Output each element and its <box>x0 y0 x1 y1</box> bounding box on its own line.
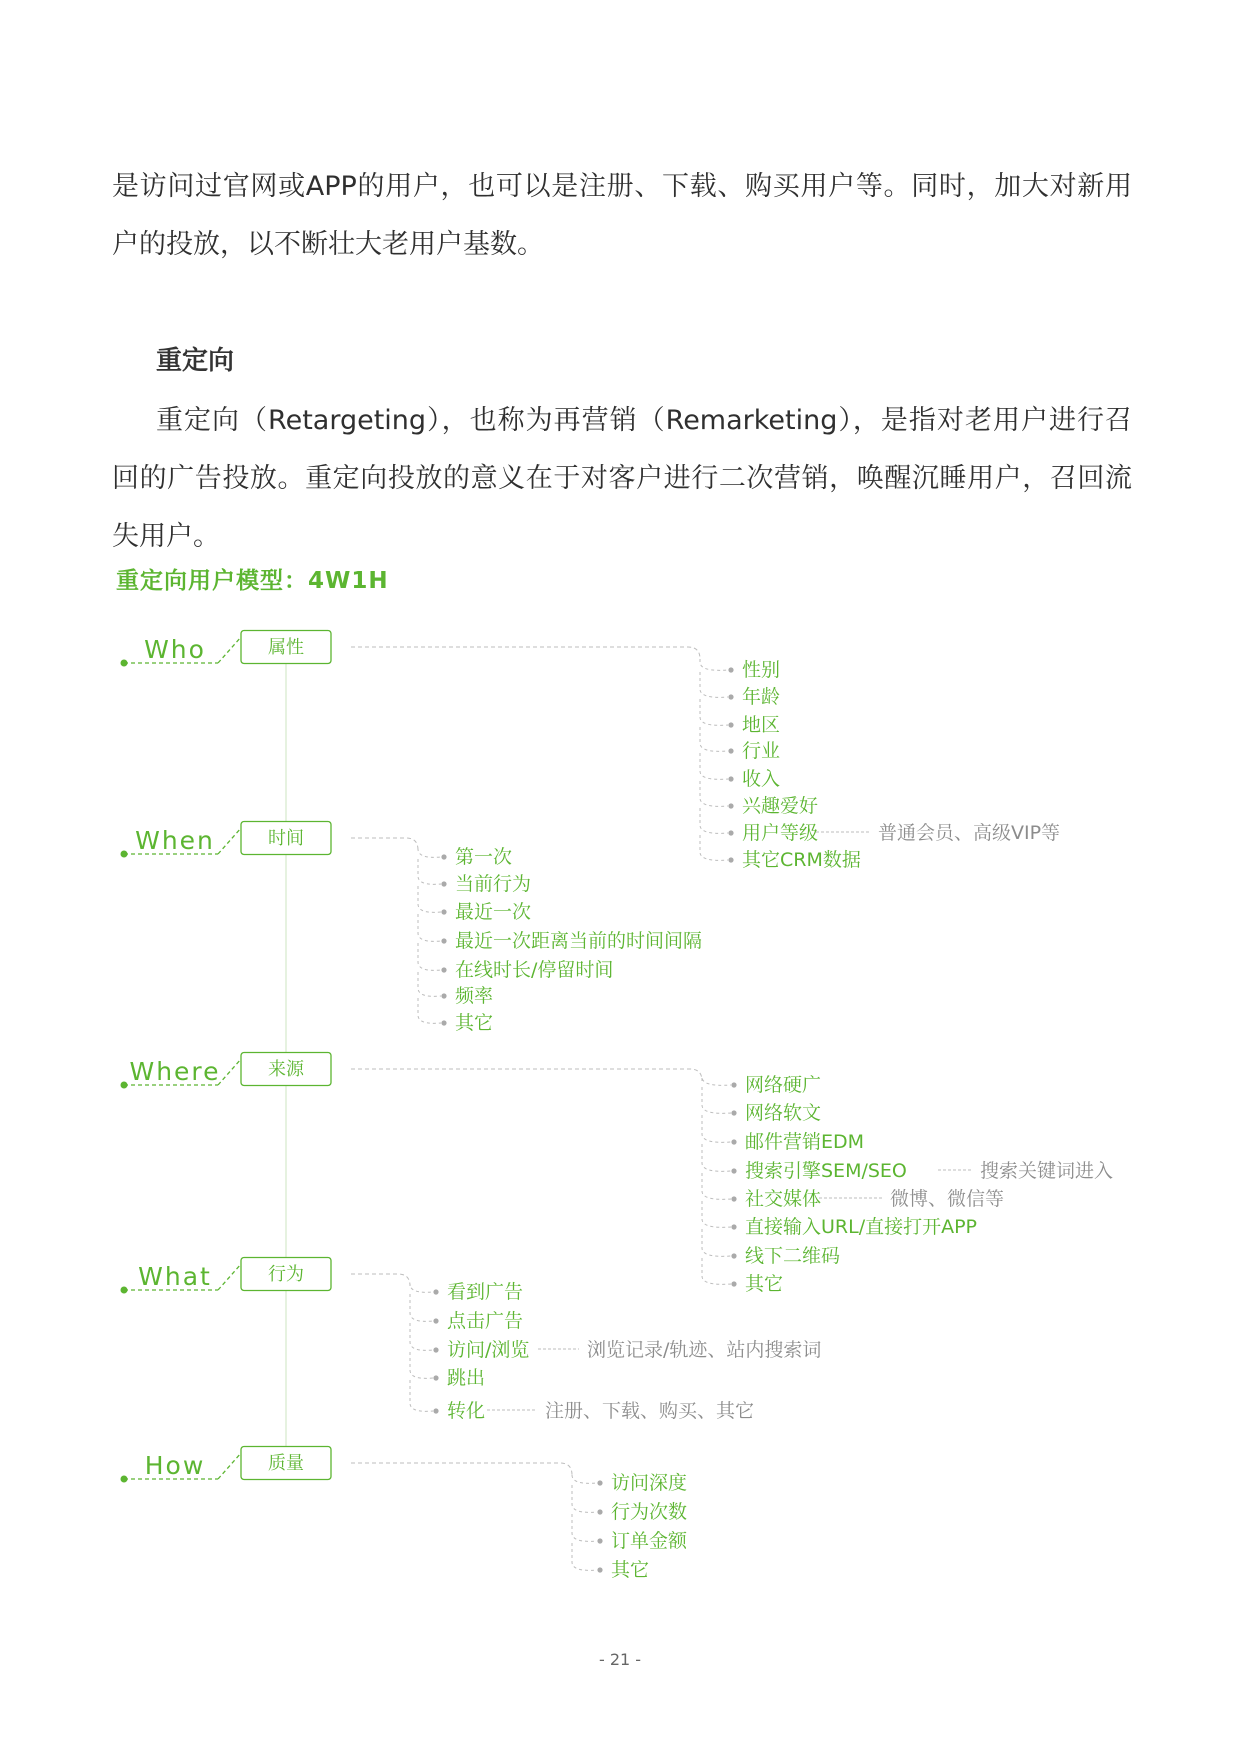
item-bullet <box>731 1082 736 1087</box>
item-bullet <box>441 881 446 886</box>
branch-curve <box>418 943 441 970</box>
list-item: 收入 <box>742 768 781 790</box>
list-item: 转化 <box>447 1400 486 1422</box>
item-bullet <box>433 1318 438 1323</box>
branch-curve <box>700 781 728 806</box>
who-connector <box>218 637 241 663</box>
list-item: 行为次数 <box>611 1501 688 1523</box>
branch-curve <box>418 998 441 1023</box>
branch-curve <box>410 1284 433 1292</box>
where-leader <box>351 1069 702 1081</box>
branch-curve <box>700 835 728 860</box>
item-bullet <box>728 830 733 835</box>
list-item: 其它 <box>455 1012 494 1034</box>
list-item: 其它 <box>745 1273 784 1295</box>
branch-curve <box>410 1352 433 1378</box>
branch-curve <box>702 1144 731 1171</box>
list-item: 跳出 <box>447 1367 486 1389</box>
who-leader <box>351 647 700 659</box>
list-item: 第一次 <box>455 846 513 868</box>
item-bullet <box>441 967 446 972</box>
list-item: 邮件营销EDM <box>745 1131 865 1153</box>
where-connector <box>218 1059 241 1085</box>
who-label: Who <box>144 635 206 664</box>
branch-curve <box>700 727 728 751</box>
item-note: 注册、下载、购买、其它 <box>545 1400 755 1422</box>
list-item: 最近一次距离当前的时间间隔 <box>455 930 703 952</box>
item-bullet <box>731 1281 736 1286</box>
item-bullet <box>728 748 733 753</box>
item-bullet <box>441 993 446 998</box>
branch-curve <box>700 753 728 779</box>
branch-curve <box>572 1485 597 1512</box>
item-bullet <box>728 776 733 781</box>
item-bullet <box>433 1289 438 1294</box>
item-note: 搜索关键词进入 <box>980 1160 1114 1182</box>
list-item: 搜索引擎SEM/SEO <box>745 1160 907 1182</box>
when-leader <box>351 838 418 850</box>
item-bullet <box>433 1347 438 1352</box>
where-box-label: 来源 <box>268 1059 304 1080</box>
what-box-label: 行为 <box>268 1264 304 1285</box>
list-item: 点击广告 <box>447 1310 524 1332</box>
branch-curve <box>418 914 441 941</box>
branch-curve <box>702 1258 731 1284</box>
model-title: 重定向用户模型：4W1H <box>116 568 389 594</box>
paragraph-retargeting: 重定向（Retargeting），也称为再营销（Remarketing），是指对老用户进行召回的广告投放。重定向投放的意义在于对客户进行二次营销，唤醒沉睡用户，召回流失用户。 <box>112 405 1132 552</box>
item-bullet <box>597 1538 602 1543</box>
list-item: 其它CRM数据 <box>742 849 861 871</box>
section-heading: 重定向 <box>156 346 235 376</box>
who-box-label: 属性 <box>268 637 304 658</box>
when-box-label: 时间 <box>268 828 304 849</box>
item-bullet <box>731 1196 736 1201</box>
item-note: 浏览记录/轨迹、站内搜索词 <box>587 1339 822 1361</box>
list-item: 社交媒体 <box>745 1188 822 1210</box>
list-item: 频率 <box>455 985 494 1007</box>
item-bullet <box>597 1567 602 1572</box>
item-note: 微博、微信等 <box>890 1188 1005 1210</box>
item-bullet <box>441 909 446 914</box>
item-note: 普通会员、高级VIP等 <box>878 822 1061 844</box>
item-bullet <box>731 1110 736 1115</box>
item-bullet <box>731 1253 736 1258</box>
item-bullet <box>433 1408 438 1413</box>
item-bullet <box>441 1020 446 1025</box>
where-label: Where <box>129 1057 221 1086</box>
page-number: - 21 - <box>598 1650 642 1669</box>
branch-curve <box>572 1475 597 1483</box>
list-item: 性别 <box>742 659 781 681</box>
list-item: 其它 <box>611 1559 650 1581</box>
item-bullet <box>441 938 446 943</box>
list-item: 行业 <box>742 740 781 762</box>
item-bullet <box>441 854 446 859</box>
list-item: 当前行为 <box>455 873 532 895</box>
list-item: 访问深度 <box>611 1472 688 1494</box>
list-item: 线下二维码 <box>745 1245 841 1267</box>
list-item: 看到广告 <box>447 1281 524 1303</box>
branch-curve <box>418 859 441 884</box>
branch-curve <box>410 1380 433 1411</box>
item-bullet <box>728 857 733 862</box>
list-item: 用户等级 <box>742 822 819 844</box>
branch-curve <box>702 1173 731 1199</box>
item-bullet <box>597 1509 602 1514</box>
branch-curve <box>700 659 728 670</box>
list-item: 直接输入URL/直接打开APP <box>745 1216 978 1238</box>
how-label: How <box>144 1451 206 1480</box>
when-label: When <box>135 826 215 855</box>
branch-curve <box>572 1514 597 1541</box>
how-leader <box>351 1463 572 1475</box>
branch-curve <box>700 672 728 697</box>
item-bullet <box>731 1139 736 1144</box>
branch-curve <box>702 1077 731 1085</box>
branch-curve <box>410 1323 433 1350</box>
item-bullet <box>728 803 733 808</box>
what-leader <box>351 1274 410 1286</box>
when-connector <box>218 828 241 854</box>
how-box-label: 质量 <box>268 1453 304 1474</box>
list-item: 地区 <box>742 714 781 736</box>
branch-curve <box>700 699 728 725</box>
what-label: What <box>138 1262 212 1291</box>
what-connector <box>218 1264 241 1290</box>
how-connector <box>218 1453 241 1479</box>
branch-curve <box>702 1201 731 1227</box>
paragraph-intro: 是访问过官网或APP的用户，也可以是注册、下载、购买用户等。同时，加大对新用户的投放，以不断壮大老用户基数。 <box>112 171 1132 260</box>
list-item: 网络硬广 <box>745 1074 822 1096</box>
item-bullet <box>728 722 733 727</box>
branch-curve <box>418 849 441 857</box>
item-bullet <box>728 694 733 699</box>
item-bullet <box>731 1224 736 1229</box>
list-item: 访问/浏览 <box>447 1339 530 1361</box>
branch-curve <box>418 886 441 912</box>
list-item: 订单金额 <box>611 1530 688 1552</box>
branch-curve <box>410 1294 433 1321</box>
list-item: 最近一次 <box>455 901 532 923</box>
list-item: 兴趣爱好 <box>742 795 819 817</box>
branch-curve <box>418 972 441 996</box>
item-bullet <box>433 1375 438 1380</box>
branch-curve <box>702 1229 731 1256</box>
item-bullet <box>597 1480 602 1485</box>
item-bullet <box>731 1168 736 1173</box>
branch-curve <box>702 1115 731 1142</box>
branch-curve <box>572 1543 597 1570</box>
list-item: 在线时长/停留时间 <box>455 959 614 981</box>
list-item: 网络软文 <box>745 1102 822 1124</box>
branch-curve <box>702 1087 731 1113</box>
list-item: 年龄 <box>742 686 781 708</box>
branch-curve <box>700 808 728 833</box>
item-bullet <box>728 667 733 672</box>
